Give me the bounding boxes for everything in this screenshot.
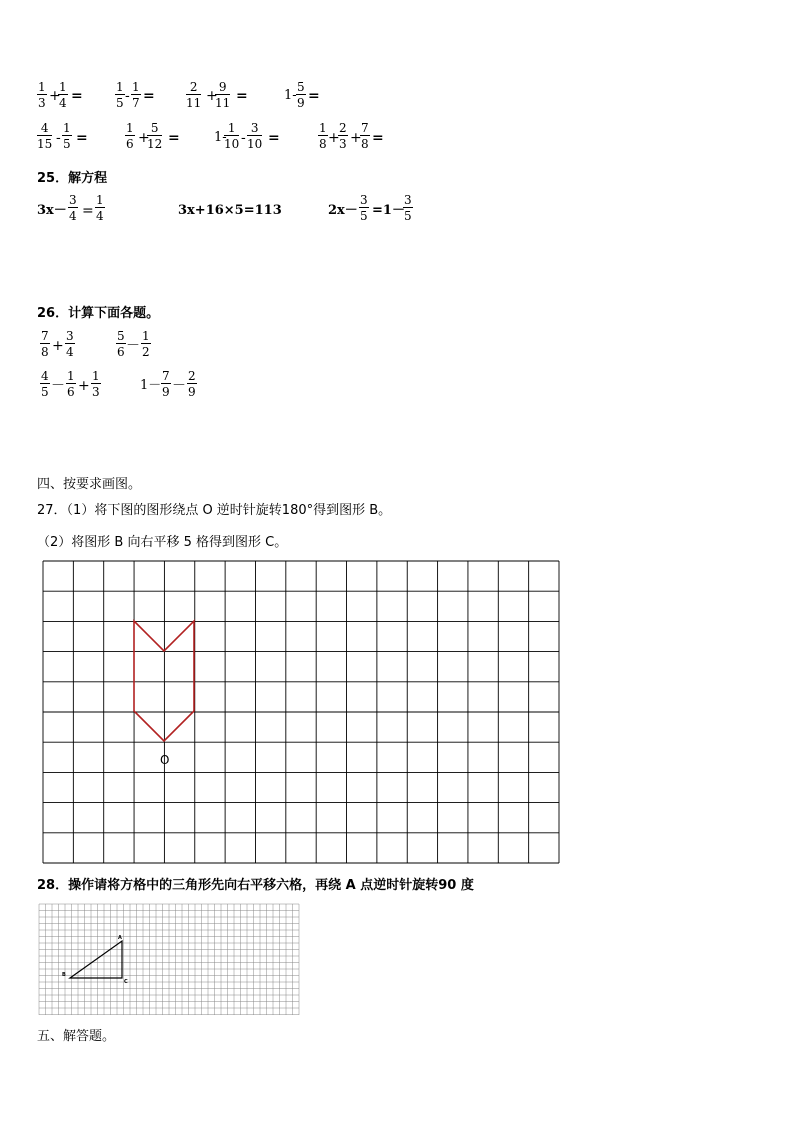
operator: － — [172, 378, 186, 394]
fraction: $\frac{1}{10}$ — [224, 121, 240, 151]
fraction: $\frac{1}{8}$ — [319, 121, 327, 151]
fraction: $\frac{1}{5}$ — [116, 80, 124, 110]
fraction: $\frac{4}{15}$ — [37, 121, 53, 151]
equals-sign: = — [236, 88, 248, 104]
fraction: $\frac{3}{5}$ — [360, 193, 368, 223]
point-o-label: O — [160, 753, 170, 767]
point-a-label: A — [118, 935, 122, 941]
operator: + — [328, 130, 340, 146]
equation-2: 3x+16×5=113 — [178, 203, 282, 218]
fraction: $\frac{3}{4}$ — [66, 329, 74, 359]
fraction: $\frac{7}{9}$ — [162, 369, 170, 399]
fraction: $\frac{1}{4}$ — [96, 193, 104, 223]
fraction: $\frac{1}{3}$ — [38, 80, 46, 110]
equals-sign: = — [76, 130, 88, 146]
question-28-text: 28．操作请将方格中的三角形先向右平移六格，再绕 A 点逆时针旋转90 度 — [37, 878, 474, 893]
fraction: $\frac{1}{6}$ — [126, 121, 134, 151]
triangle-grid — [38, 903, 300, 1016]
equals-sign: = — [143, 88, 155, 104]
fraction: $\frac{3}{4}$ — [69, 193, 77, 223]
equals-sign: = — [308, 88, 320, 104]
fraction: $\frac{4}{5}$ — [41, 369, 49, 399]
operator: + — [52, 338, 64, 354]
question-25-title: 25．解方程 — [37, 171, 108, 186]
leading-term: 1- — [214, 130, 227, 145]
fraction: $\frac{1}{2}$ — [142, 329, 150, 359]
equals-sign: = — [372, 130, 384, 146]
fraction: $\frac{5}{12}$ — [147, 121, 163, 151]
equals-sign: = — [82, 203, 94, 219]
operator: + — [78, 378, 90, 394]
question-27-line-2: （2）将图形 B 向右平移 5 格得到图形 C。 — [37, 535, 288, 550]
operator: + — [49, 88, 61, 104]
operator: － — [51, 378, 65, 394]
operator: - — [241, 130, 246, 146]
fraction: $\frac{2}{9}$ — [188, 369, 196, 399]
fraction: $\frac{5}{9}$ — [297, 80, 305, 110]
equation-term: =1－ — [372, 203, 405, 218]
leading-term: 1- — [284, 88, 297, 103]
operator: - — [56, 130, 61, 146]
fraction: $\frac{7}{8}$ — [361, 121, 369, 151]
grid-lines — [39, 904, 299, 1015]
section-4-title: 四、按要求画图。 — [37, 477, 142, 492]
fraction: $\frac{1}{4}$ — [59, 80, 67, 110]
fraction: $\frac{2}{3}$ — [339, 121, 347, 151]
fraction: $\frac{2}{11}$ — [186, 80, 202, 110]
operator: － — [126, 338, 140, 354]
fraction: $\frac{1}{3}$ — [92, 369, 100, 399]
equals-sign: = — [168, 130, 180, 146]
operator: + — [206, 88, 218, 104]
equals-sign: = — [268, 130, 280, 146]
equation-term: 3x－ — [37, 203, 67, 218]
fraction: $\frac{1}{5}$ — [63, 121, 71, 151]
drawing-grid — [42, 560, 560, 864]
question-27-line-1: 27．（1）将下图的图形绕点 O 逆时针旋转180°得到图形 B。 — [37, 503, 392, 518]
fraction: $\frac{7}{8}$ — [41, 329, 49, 359]
operator: + — [350, 130, 362, 146]
leading-term: 1－ — [140, 378, 162, 393]
point-b-label: B — [62, 972, 66, 978]
fraction: $\frac{3}{10}$ — [247, 121, 263, 151]
fraction: $\frac{5}{6}$ — [117, 329, 125, 359]
question-26-title: 26．计算下面各题。 — [37, 306, 160, 321]
fraction: $\frac{1}{7}$ — [132, 80, 140, 110]
fraction: $\frac{1}{6}$ — [67, 369, 75, 399]
grid-lines — [43, 561, 559, 863]
operator: - — [125, 88, 130, 104]
equals-sign: = — [71, 88, 83, 104]
section-5-title: 五、解答题。 — [37, 1029, 116, 1044]
fraction: $\frac{3}{5}$ — [404, 193, 412, 223]
fraction: $\frac{9}{11}$ — [215, 80, 231, 110]
equation-term: 2x－ — [328, 203, 358, 218]
operator: + — [138, 130, 150, 146]
point-c-label: C — [124, 979, 128, 985]
